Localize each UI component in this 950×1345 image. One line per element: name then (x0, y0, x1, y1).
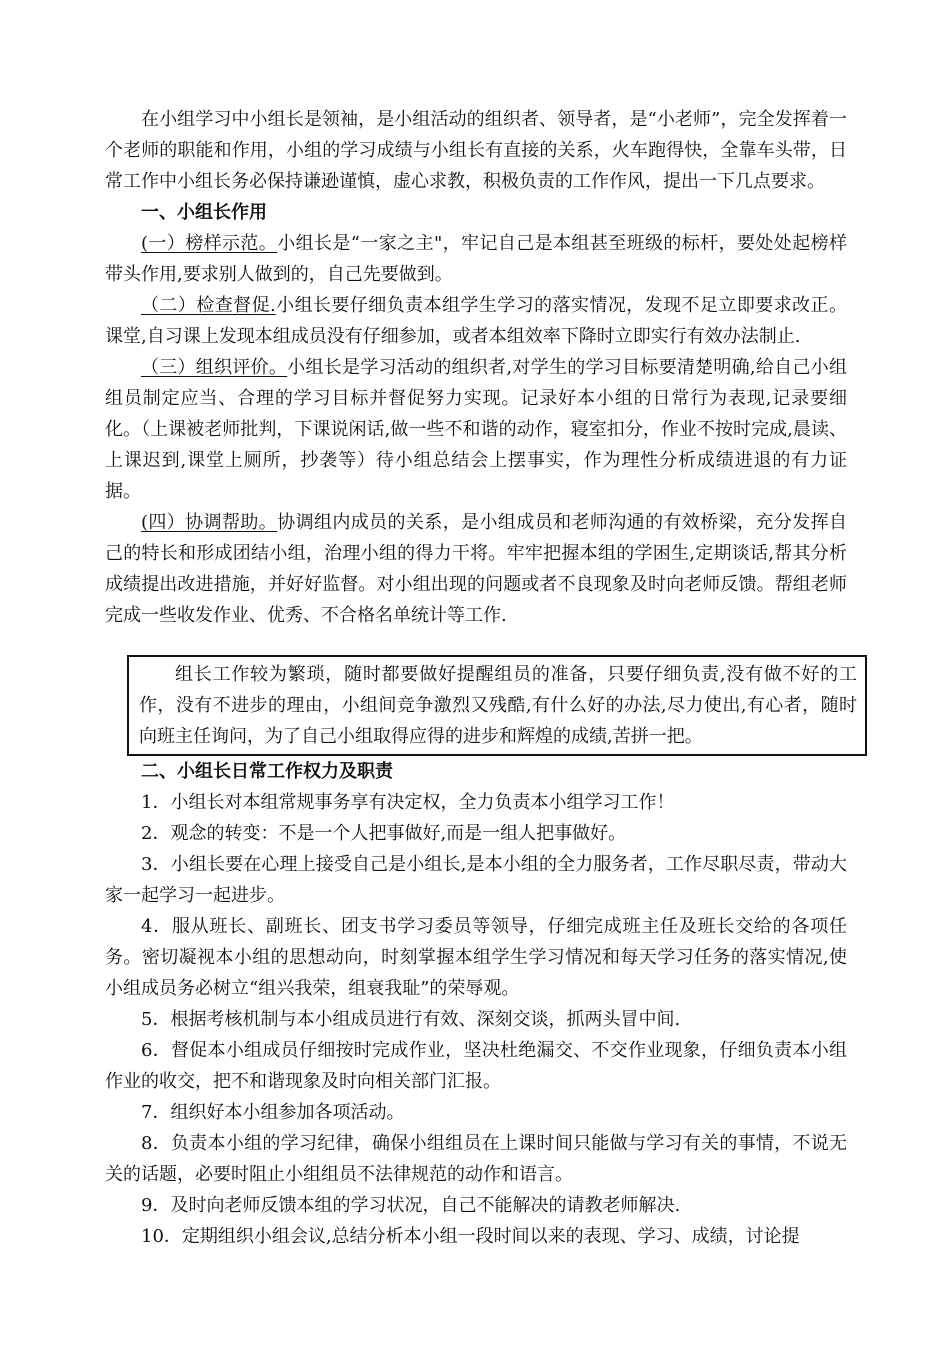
duty-item-1: 1．小组长对本组常规事务享有决定权，全力负责本小组学习工作！ (141, 792, 675, 813)
duty-item-5: 5．根据考核机制与本小组成员进行有效、深刻交谈，抓两头冒中间. (141, 1009, 681, 1030)
duty-item-7: 7．组织好本小组参加各项活动。 (141, 1102, 405, 1123)
duty-item-6: 6．督促本小组成员仔细按时完成作业，坚决杜绝漏交、不交作业现象，仔细负责本小组作业的收交，把不和谐现象及时向相关部门汇报。 (105, 1040, 847, 1092)
document-body (105, 104, 857, 1252)
highlight-box (127, 655, 867, 756)
duty-item-4: 4．服从班长、副班长、团支书学习委员等领导，仔细完成班主任及班长交给的各项任务。密切凝视本小组的思想动向，时刻掌握本组学生学习情况和每天学习任务的落实情况,使小组成员务必树立“组兴我荣，组衰我耻”的荣辱观。 (105, 916, 847, 999)
intro-paragraph: 在小组学习中小组长是领袖，是小组活动的组织者、领导者，是“小老师”，完全发挥着一个老师的职能和作用，小组的学习成绩与小组长有直接的关系，火车跑得快，全靠车头带，日常工作中小组长务必保持谦逊谨慎，虚心求教，积极负责的工作作风，提出一下几点要求。 (105, 109, 847, 192)
highlight-box-text: 组长工作较为繁琐，随时都要做好提醒组员的准备，只要仔细负责,没有做不好的工作，没有不进步的理由，小组间竞争激烈又残酷,有什么好的办法,尽力使出,有心者，随时向班主任询问，为了自己小组取得应得的进步和辉煌的成绩,苦拼一把。 (139, 664, 857, 747)
section-2-heading: 二、小组长日常工作权力及职责 (141, 761, 393, 782)
role-item-1 (105, 228, 847, 290)
duty-item-10: 10．定期组织小组会议,总结分析本小组一段时间以来的表现、学习、成绩，讨论提 (141, 1226, 800, 1247)
role-item-text: 小组长要仔细负责本组学生学习的落实情况，发现不足立即要求改正。课堂,自习课上发现本组成员没有仔细参加，或者本组效率下降时立即实行有效办法制止. (105, 295, 847, 347)
role-item-text: 小组长是学习活动的组织者,对学生的学习目标要清楚明确,给自己小组组员制定应当、合理的学习目标并督促努力实现。记录好本小组的日常行为表现,记录要细化。（上课被老师批判，下课说闲话,做一些不和谐的动作，寝室扣分，作业不按时完成,晨读、上课迟到,课堂上厕所，抄袭等）待小组总结会上摆事实，作为理性分析成绩进退的有力证据。 (105, 357, 847, 502)
role-item-3 (105, 352, 847, 507)
role-item-4 (105, 507, 847, 631)
role-item-text: 协调组内成员的关系，是小组成员和老师沟通的有效桥梁，充分发挥自己的特长和形成团结小组，治理小组的得力干将。牢牢把握本组的学困生,定期谈话,帮其分析成绩提出改进措施，并好好监督。对小组出现的问题或者不良现象及时向老师反馈。帮组老师完成一些收发作业、优秀、不合格名单统计等工作. (105, 512, 848, 626)
duty-item-8: 8．负责本小组的学习纪律，确保小组组员在上课时间只能做与学习有关的事情，不说无关的话题，必要时阻止小组组员不法律规范的动作和语言。 (105, 1133, 847, 1185)
role-item-label: (一）榜样示范。 (141, 233, 278, 254)
role-item-2 (105, 290, 847, 352)
duty-item-9: 9．及时向老师反馈本组的学习状况，自己不能解决的请教老师解决. (141, 1195, 681, 1216)
section-1-heading: 一、小组长作用 (141, 202, 267, 223)
role-item-label: （二）检查督促. (141, 295, 276, 316)
duty-item-3: 3．小组长要在心理上接受自己是小组长,是本小组的全力服务者，工作尽职尽责，带动大家一起学习一起进步。 (105, 854, 847, 906)
role-item-label: （三）组织评价。 (141, 357, 288, 378)
role-item-text: 小组长是“一家之主"，牢记自己是本组甚至班级的标杆，要处处起榜样带头作用,要求别人做到的，自己先要做到。 (105, 233, 847, 285)
role-item-label: (四）协调帮助。 (141, 512, 278, 533)
duty-item-2: 2．观念的转变：不是一个人把事做好,而是一组人把事做好。 (141, 823, 627, 844)
